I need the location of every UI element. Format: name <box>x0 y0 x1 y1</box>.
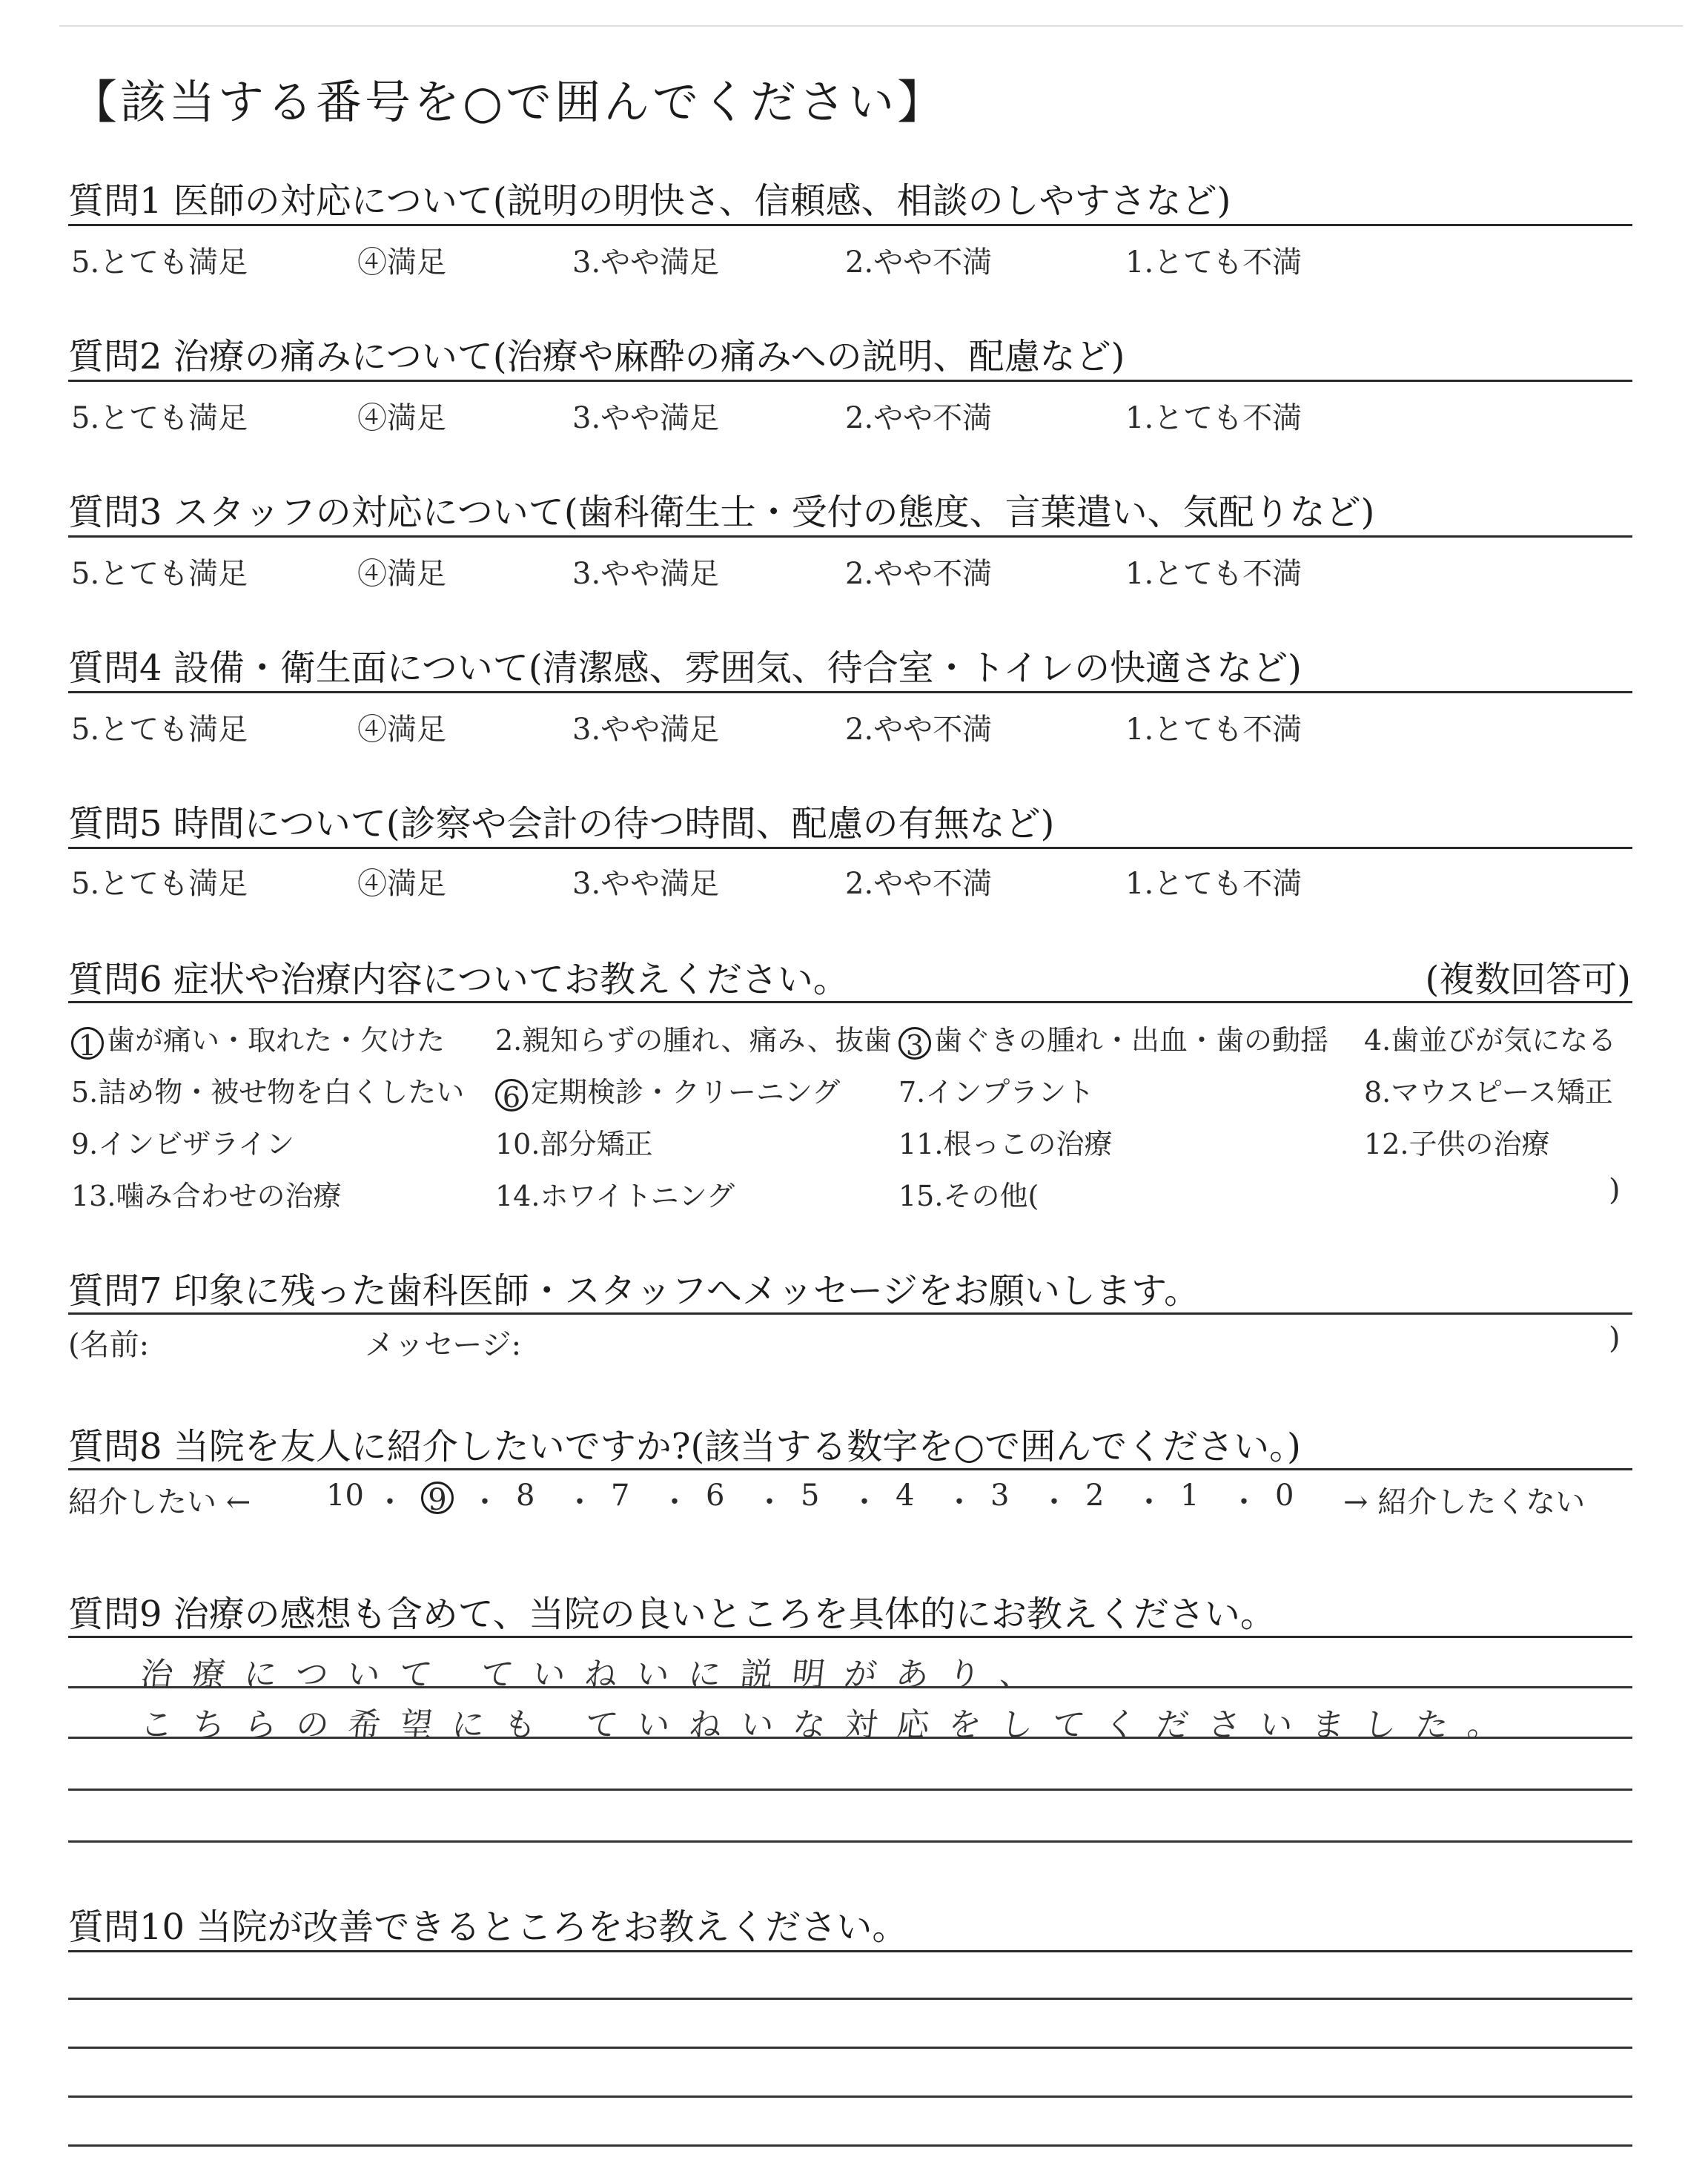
other-close-paren: ) <box>1609 1173 1621 1207</box>
option-somewhat-satisfied[interactable]: 3.やや満足 <box>572 713 720 747</box>
recommend-left-label: 紹介したい ← <box>68 1485 251 1519</box>
option-very-satisfied[interactable]: 5.とても満足 <box>71 867 248 901</box>
recommend-right-label: → 紹介したくない <box>1343 1485 1586 1519</box>
option-label: 歯が痛い・取れた・欠けた <box>107 1024 446 1057</box>
option-label: 部分矯正 <box>540 1128 653 1160</box>
scale-separator: ・ <box>850 1485 879 1519</box>
option-somewhat-dissatisfied[interactable]: 2.やや不満 <box>845 713 993 747</box>
symptom-option-7[interactable] <box>898 1069 1094 1110</box>
question-1-rule <box>68 224 1632 226</box>
answer-line <box>68 1686 1632 1688</box>
scale-value-3[interactable]: 3 <box>990 1479 1010 1513</box>
option-somewhat-dissatisfied[interactable]: 2.やや不満 <box>845 245 993 280</box>
question-2-rule <box>68 380 1632 382</box>
symptom-option-3[interactable] <box>898 1017 1328 1060</box>
question-7-title: 質問7 印象に残った歯科医師・スタッフへメッセージをお願いします。 <box>68 1270 1200 1312</box>
symptom-option-12[interactable] <box>1364 1121 1549 1162</box>
option-label: 定期検診・クリーニング <box>531 1076 841 1109</box>
symptom-option-15[interactable] <box>898 1173 1039 1214</box>
symptom-option-4[interactable] <box>1364 1017 1616 1058</box>
handwritten-answer-line-1: 治療について ていねいに説明があり、 <box>138 1656 1054 1694</box>
scale-separator: ・ <box>1134 1485 1164 1519</box>
answer-line <box>68 2095 1632 2098</box>
option-label: 親知らずの腫れ、痛み、抜歯 <box>522 1024 892 1057</box>
symptom-option-1[interactable] <box>71 1017 445 1060</box>
scale-value-0[interactable]: 0 <box>1275 1479 1294 1513</box>
answer-line <box>68 1998 1632 2000</box>
scale-value-1[interactable]: 1 <box>1180 1479 1199 1513</box>
option-satisfied-selected[interactable]: ④満足 <box>357 401 446 435</box>
scale-separator: ・ <box>375 1485 405 1519</box>
option-label: 詰め物・被せ物を白くしたい <box>98 1076 465 1109</box>
option-label: 歯並びが気になる <box>1391 1024 1617 1057</box>
page-title: 【該当する番号を○で囲んでください】 <box>71 75 947 129</box>
question-6-title: 質問6 症状や治療内容についてお教えください。 <box>68 959 849 1000</box>
question-3-rule <box>68 535 1632 538</box>
option-label: インプラント <box>925 1076 1095 1109</box>
question-9-title: 質問9 治療の感想も含めて、当院の良いところを具体的にお教えください。 <box>68 1593 1276 1635</box>
option-number: 14. <box>495 1180 540 1212</box>
name-label: (名前: <box>68 1328 150 1362</box>
answer-line <box>68 1789 1632 1791</box>
option-very-dissatisfied[interactable]: 1.とても不満 <box>1125 245 1302 280</box>
option-somewhat-satisfied[interactable]: 3.やや満足 <box>572 245 720 280</box>
option-satisfied-selected[interactable]: ④満足 <box>357 557 446 591</box>
question-7-rule <box>68 1312 1632 1315</box>
scale-separator: ・ <box>1229 1485 1259 1519</box>
symptom-option-8[interactable] <box>1364 1069 1613 1110</box>
option-somewhat-dissatisfied[interactable]: 2.やや不満 <box>845 401 993 435</box>
scale-value-8[interactable]: 8 <box>516 1479 535 1513</box>
option-number: 4. <box>1364 1024 1391 1057</box>
handwritten-answer-line-2: こちらの希望にも ていねいな対応をしてくださいました。 <box>138 1706 1522 1744</box>
option-satisfied-selected[interactable]: ④満足 <box>357 713 446 747</box>
option-label: 子供の治療 <box>1409 1128 1550 1160</box>
question-8-title: 質問8 当院を友人に紹介したいですか?(該当する数字を○で囲んでください。) <box>68 1426 1301 1467</box>
option-very-dissatisfied[interactable]: 1.とても不満 <box>1125 867 1302 901</box>
symptom-option-14[interactable] <box>495 1173 735 1214</box>
option-very-satisfied[interactable]: 5.とても満足 <box>71 245 248 280</box>
scale-separator: ・ <box>660 1485 689 1519</box>
question-3-title: 質問3 スタッフの対応について(歯科衛生士・受付の態度、言葉遣い、気配りなど) <box>68 492 1375 533</box>
scale-separator: ・ <box>565 1485 595 1519</box>
question-4-title: 質問4 設備・衛生面について(清潔感、雰囲気、待合室・トイレの快適さなど) <box>68 647 1302 689</box>
question-6-rule <box>68 1001 1632 1003</box>
option-satisfied-selected[interactable]: ④満足 <box>357 867 446 901</box>
question-8-rule <box>68 1468 1632 1470</box>
option-label: マウスピース矯正 <box>1391 1076 1613 1109</box>
option-very-dissatisfied[interactable]: 1.とても不満 <box>1125 557 1302 591</box>
question-5-rule <box>68 847 1632 849</box>
option-label: その他( <box>943 1180 1039 1212</box>
option-number: 8. <box>1364 1076 1391 1109</box>
message-close-paren: ) <box>1609 1321 1621 1355</box>
scale-value-4[interactable]: 4 <box>896 1479 915 1513</box>
scale-value-2[interactable]: 2 <box>1085 1479 1105 1513</box>
option-number: 10. <box>495 1128 540 1160</box>
option-number: 13. <box>71 1180 116 1212</box>
option-number: 11. <box>898 1128 944 1160</box>
symptom-option-6[interactable] <box>495 1069 840 1112</box>
message-label: メッセージ: <box>365 1328 522 1362</box>
question-4-rule <box>68 691 1632 693</box>
answer-line <box>68 2047 1632 2049</box>
option-very-satisfied[interactable]: 5.とても満足 <box>71 557 248 591</box>
option-somewhat-dissatisfied[interactable]: 2.やや不満 <box>845 557 993 591</box>
symptom-option-9[interactable] <box>71 1121 294 1162</box>
option-very-dissatisfied[interactable]: 1.とても不満 <box>1125 713 1302 747</box>
symptom-option-5[interactable] <box>71 1069 464 1110</box>
option-number: 5. <box>71 1076 99 1109</box>
scale-separator: ・ <box>1039 1485 1069 1519</box>
option-label: ホワイトニング <box>540 1180 735 1212</box>
symptom-option-10[interactable] <box>495 1121 652 1162</box>
question-5-title: 質問5 時間について(診察や会計の待つ時間、配慮の有無など) <box>68 803 1055 845</box>
scale-value-7[interactable]: 7 <box>611 1479 630 1513</box>
selected-circle: 9 <box>421 1482 454 1514</box>
scale-separator: ・ <box>755 1485 784 1519</box>
scale-value-5[interactable]: 5 <box>801 1479 820 1513</box>
symptom-option-11[interactable] <box>898 1121 1112 1162</box>
option-number: 2. <box>495 1024 523 1057</box>
option-number: 7. <box>898 1076 926 1109</box>
answer-line <box>68 1737 1632 1739</box>
option-very-satisfied[interactable]: 5.とても満足 <box>71 713 248 747</box>
option-label: 根っこの治療 <box>943 1128 1113 1160</box>
question-1-title: 質問1 医師の対応について(説明の明快さ、信頼感、相談のしやすさなど) <box>68 180 1231 222</box>
option-somewhat-satisfied[interactable]: 3.やや満足 <box>572 401 720 435</box>
scale-value-9[interactable] <box>421 1479 457 1517</box>
circled-number: 3 <box>898 1027 931 1060</box>
question-10-title: 質問10 当院が改善できるところをお教えください。 <box>68 1906 908 1948</box>
question-9-rule <box>68 1636 1632 1638</box>
option-somewhat-dissatisfied[interactable]: 2.やや不満 <box>845 867 993 901</box>
circled-number: 1 <box>71 1027 104 1060</box>
multiple-answer-note: (複数回答可) <box>1425 959 1631 1000</box>
option-label: インビザライン <box>98 1128 295 1160</box>
option-very-satisfied[interactable]: 5.とても満足 <box>71 401 248 435</box>
symptom-option-2[interactable] <box>495 1017 892 1058</box>
circled-number: 6 <box>495 1079 528 1112</box>
scale-separator: ・ <box>470 1485 500 1519</box>
scale-value-6[interactable]: 6 <box>706 1479 725 1513</box>
scale-separator: ・ <box>944 1485 974 1519</box>
option-somewhat-satisfied[interactable]: 3.やや満足 <box>572 557 720 591</box>
answer-line <box>68 1840 1632 1843</box>
option-number: 12. <box>1364 1128 1409 1160</box>
symptom-option-13[interactable] <box>71 1173 341 1214</box>
option-label: 噛み合わせの治療 <box>116 1180 342 1212</box>
scale-value-10[interactable]: 10 <box>326 1479 364 1513</box>
question-2-title: 質問2 治療の痛みについて(治療や麻酔の痛みへの説明、配慮など) <box>68 336 1125 377</box>
question-10-rule <box>68 1950 1632 1952</box>
top-border <box>59 25 1683 27</box>
option-very-dissatisfied[interactable]: 1.とても不満 <box>1125 401 1302 435</box>
option-number: 9. <box>71 1128 99 1160</box>
option-label: 歯ぐきの腫れ・出血・歯の動揺 <box>934 1024 1329 1057</box>
option-somewhat-satisfied[interactable]: 3.やや満足 <box>572 867 720 901</box>
option-satisfied-selected[interactable]: ④満足 <box>357 245 446 280</box>
answer-line <box>68 2144 1632 2147</box>
option-number: 15. <box>898 1180 944 1212</box>
